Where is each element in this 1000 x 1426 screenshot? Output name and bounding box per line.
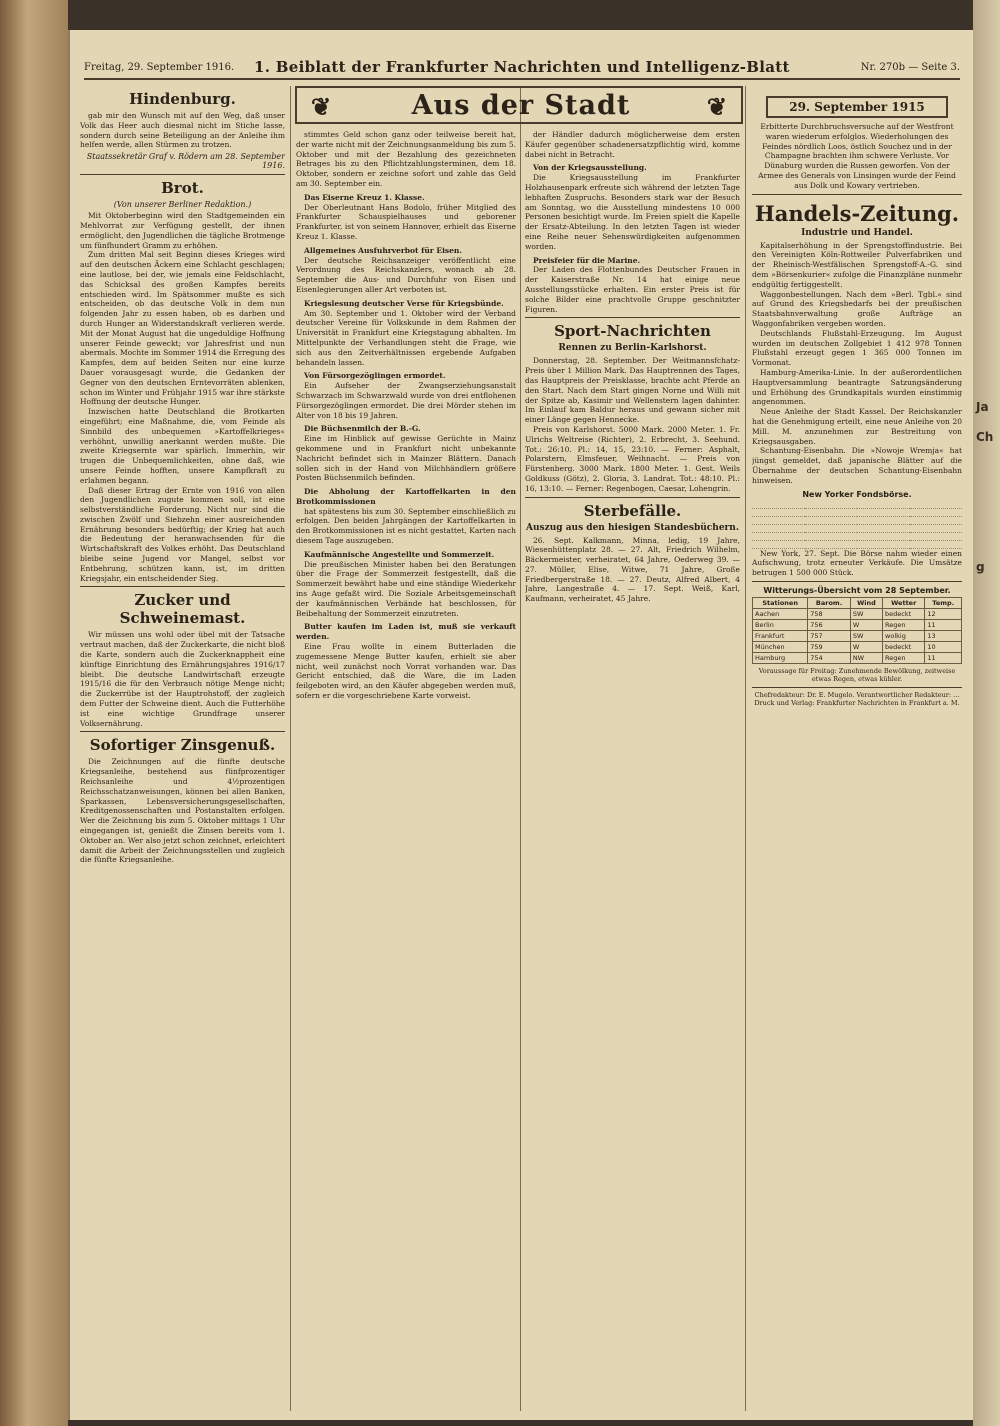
article-heading: Rennen zu Berlin-Karlshorst.	[558, 343, 707, 354]
header-title: 1. Beiblatt der Frankfurter Nachrichten und Intelligenz-Blatt	[254, 58, 790, 76]
weather-cell: 757	[808, 630, 851, 641]
article-heading: Sofortiger Zinsgenuß.	[89, 736, 276, 755]
article-text: Daß dieser Ertrag der Ernte von 1916 von allen den Jugendlichen zugute kommen soll, ist eine selbstverständliche Forderung. Nicht nur sind die zwischen Zwölf und Siebzehn einer ausreichenden Ernährung besonders bedürftig; der Krieg hat auch die Bedeutung der heranwachsenden für die Wirtschaftskraft des Volkes erhöht. Das Deutschland bleibe seine Jugend vor Mangel, selbst vor Entbehrung, schützen kann, ist, im dritten Kriegsjahr, ein entscheidender Sieg.	[80, 485, 285, 583]
death-notices: 26. Sept. Kalkmann, Minna, ledig, 19 Jahre, Wiesenhüttenplatz 28. — 27. Alt, Friedrich Wilhelm, Bäckermeister, verheiratet, 64 Jahre, Oederweg 39. — 27. Müller, Elise, Witwe, 71 Jahre, Große Friedbergerstraße 18. — 27. Deutz, Alfred Albert, 4 Jahre, Langestraße 4. — 17. Sept. Weiß, Karl, Kaufmann, verheiratet, 45 Jahre.	[525, 535, 740, 604]
page-header	[84, 58, 960, 80]
weather-cell: bedeckt	[883, 641, 925, 652]
weather-cell: 12	[925, 608, 962, 619]
article-signature: Staatssekretär Graf v. Rödern am 28. September 1916.	[86, 152, 285, 171]
article-text: Eine Frau wollte in einem Butterladen die zugemessene Menge Butter kaufen, erhielt sie aber nicht, weil zunächst noch Vorrat vorhanden war. Das Gericht entschied, daß die Ware, die im Laden feilgeboten wird, an den Käufer abgegeben werden muß, sofern er die vorgeschriebene Karte vorweist.	[296, 642, 516, 701]
weather-column-header: Wind	[850, 597, 882, 608]
anniversary-box-title: 29. September 1915	[766, 96, 948, 118]
item-heading: Von der Kriegsausstellung.	[533, 163, 647, 173]
weather-cell: Aachen	[753, 608, 808, 619]
ornament-icon: ❦	[706, 92, 727, 121]
section-heading: Handels-Zeitung.	[754, 200, 960, 226]
item-heading: Allgemeines Ausfuhrverbot für Eisen.	[304, 245, 462, 255]
article-text: Eine im Hinblick auf gewisse Gerüchte in Mainz gekommene und in Frankfurt nicht unbekannte Nachricht befindet sich in Mainzer Blättern. Danach sollen sich in der Hand von Milchhändlern größere Posten Büchsenmilch befinden.	[296, 434, 516, 483]
weather-cell: Frankfurt	[753, 630, 808, 641]
weather-cell: 759	[808, 641, 851, 652]
article-text: gab mir den Wunsch mit auf den Weg, daß unser Volk das Heer auch diesmal nicht im Stiche lasse, sondern durch seine Beteiligung an der Anleihe ihm helfen werde, allen Stürmen zu trotzen.	[80, 111, 285, 150]
table-row	[753, 619, 962, 630]
weather-cell: Hamburg	[753, 652, 808, 663]
weather-cell: Berlin	[753, 619, 808, 630]
book-binding	[0, 0, 68, 1426]
weather-cell: SW	[850, 608, 882, 619]
column-rule	[745, 86, 746, 1411]
table-title: Witterungs-Übersicht vom 28 September.	[763, 585, 951, 595]
weather-cell: 10	[925, 641, 962, 652]
anniversary-text: Erbitterte Durchbruchsversuche auf der Westfront waren wiederum erfolglos. Wiederholungen des Feindes nördlich Loos, östlich Souchez und in der Champagne brachten ihm schwere Verluste. Vor Dünaburg wurden die Russen geworfen. Von der Armee des Generals von Linsingen wurde der Feind aus Dolk und Kowary vertrieben.	[758, 122, 956, 190]
item-heading: Die Abholung der Kartoffelkarten in den Brotkommissionen	[296, 487, 516, 506]
item-heading: Preisfeier für die Marine.	[533, 255, 641, 265]
edge-fragment: Ja	[976, 400, 989, 414]
divider	[525, 317, 740, 318]
article-text: Die Kriegsausstellung im Frankfurter Holzhausenpark erfreute sich während der letzten Tage lebhaften Zuspruchs. Besonders stark war der Besuch am Sonntag, wo die Ausstellung mindestens 10 000 Personen besichtigt wurde. Im Freien spielt die Kapelle der Ersatz-Abteilung. In den letzten Tagen ist wieder eine Reihe neuer Sehenswürdigkeiten aufgenommen worden.	[525, 173, 740, 251]
article-text: New York, 27. Sept. Die Börse nahm wieder einen Aufschwung, trotz erneuter Verkäufe. Die Umsätze betrugen 1 500 000 Stück.	[752, 548, 962, 578]
article-text: Schantung-Eisenbahn. Die »Nowoje Wremja« hat jüngst gemeldet, daß japanische Blätter auf die Übernahme der deutschen Schantung-Eisenbahn hinweisen.	[752, 446, 962, 485]
weather-column-header: Wetter	[883, 597, 925, 608]
table-row	[753, 641, 962, 652]
article-text: Am 30. September und 1. Oktober wird der Verband deutscher Vereine für Volkskunde in dem Rahmen der Universität in Frankfurt eine Kriegstagung abhalten. Im Mittelpunkte der Verhandlungen steht die Frage, wie sich aus den Zeitverhältnissen ergebende Aufgaben behandeln lassen.	[296, 308, 516, 367]
item-heading: Kaufmännische Angestellte und Sommerzeit.	[304, 549, 495, 559]
article-text: Zum dritten Mal seit Beginn dieses Krieges wird auf den deutschen Äckern eine Schlacht geschlagen; eine lautlose, bei der, wie jemals eine Feldschlacht, das Schicksal des großen Kampfes bereits entschieden wird. Im Spätsommer mußte es sich entscheiden, ob das deutsche Volk in dem nun folgenden Jahr zu essen haben, ob es darben und durch Hunger an Widerstandskraft verlieren werde. Mit der Monat August hat die ungeduldige Hoffnung unserer Feinde geweckt; vor Jahresfrist und nun abermals. Mochte im Sommer 1914 die Erregung des Kampfes, dem auf beiden Seiten nur eine kurze Dauer vorausgesagt wurde, die Gedanken der Gegner von den deutschen Erntevorräten ablenken, schon im Winter und Frühjahr 1915 war ihre stärkste Hoffnung der deutsche Hunger.	[80, 250, 285, 407]
article-text: Hamburg-Amerika-Linie. In der außerordentlichen Hauptversammlung beantragte Satzungsänderung und Erhöhung des Grundkapitals wurden einstimmig angenommen.	[752, 367, 962, 407]
item-heading: Von Fürsorgezöglingen ermordet.	[304, 371, 446, 381]
divider	[525, 497, 740, 498]
impressum: Chefredakteur: Dr. E. Mugelo. Verantwortlicher Redakteur: ... Druck und Verlag: Frankfurter Nachrichten in Frankfurt a. M.	[754, 690, 960, 708]
divider	[752, 581, 962, 582]
article-text: stimmtes Geld schon ganz oder teilweise bereit hat, der warte nicht mit der Zeichnungsanmeldung bis zum 5. Oktober und mit der Bezahlung des gezeichneten Betrages bis zu den Pflichtzahlungsterminen, dem 18. Oktober, sondern er zeichne sofort und zahle das Geld am 30. September ein.	[296, 130, 516, 188]
table-row	[753, 608, 962, 619]
column-4	[752, 96, 962, 1411]
article-text: Kapitalserhöhung in der Sprengstoffindustrie. Bei den Vereinigten Köln-Rottweiler Pulverfabriken und der Rheinisch-Westfälischen Sprengstoff-A.-G. sind dem »Börsenkurier« zufolge die Finanzpläne nunmehr endgültig fertiggestellt.	[752, 240, 962, 289]
article-text: hat spätestens bis zum 30. September einschließlich zu erfolgen. Den beiden Jahrgängen der Kartoffelkarten in den Brotkommissionen ist es nicht gestattet, Karten nach diesem Tage auszugeben.	[296, 506, 516, 546]
weather-table	[752, 597, 962, 664]
article-text: Der Laden des Flottenbundes Deutscher Frauen in der Kaiserstraße Nr. 14 hat einige neue Ausstellungsstücke erhalten. Ein erster Preis ist für solche Bilder eine prachtvolle Gruppe geschnitzter Figuren.	[525, 265, 740, 314]
header-date: Freitag, 29. September 1916.	[84, 62, 235, 73]
column-rule	[520, 86, 521, 1411]
article-text: Die preußischen Minister haben bei den Beratungen über die Frage der Sommerzeit festgestellt, daß die Sommerzeit bewährt habe und eine ständige Wiederkehr ins Auge gefaßt wird. Die Soziale Arbeitsgemeinschaft der kaufmännischen Verbände hat beschlossen, für Beibehaltung der Sommerzeit einzutreten.	[296, 559, 516, 618]
header-issue: Nr. 270b — Seite 3.	[860, 62, 960, 73]
weather-cell: Regen	[883, 652, 925, 663]
article-text: Ein Aufseher der Zwangserziehungsanstalt Schwarzach im Schwarzwald wurde von drei entflohenen Fürsorgezöglingen ermordet. Die drei Mörder stehen im Alter von 18 bis 19 Jahren.	[296, 381, 516, 420]
weather-cell: 758	[808, 608, 851, 619]
article-byline: (Von unserer Berliner Redaktion.)	[113, 200, 252, 210]
article-heading: Hindenburg.	[129, 90, 236, 108]
table-row	[753, 630, 962, 641]
item-heading: Kriegslesung deutscher Verse für Kriegsbünde.	[304, 298, 504, 308]
weather-cell: München	[753, 641, 808, 652]
weather-column-header: Stationen	[753, 597, 808, 608]
race-results: Preis von Karlshorst. 5000 Mark. 2000 Meter. 1. Fr. Ulrichs Weltreise (Richter), 2. Erbrecht, 3. Seehund. Tot.: 26:10. Pl.: 14, 15, 23:10. — Ferner: Asphalt, Polarstern, Elmsfeuer, Weihnacht. — Preis von Fürstenberg. 3000 Mark. 1800 Meter. 1. Gest. Weils Goldkuss (Götz), 2. Gloria, 3. Landrat. Tot.: 48:10. Pl.: 16, 13:10. — Ferner: Regenbogen, Caesar, Lohengrin.	[525, 424, 740, 493]
weather-cell: W	[850, 619, 882, 630]
divider	[752, 194, 962, 195]
divider	[752, 687, 962, 688]
weather-cell: NW	[850, 652, 882, 663]
article-text: Die Zeichnungen auf die fünfte deutsche Kriegsanleihe, bestehend aus fünfprozentiger Reichsanleihe und 4½prozentigen Reichsschatzanweisungen, können bei allen Banken, Sparkassen, Lebensversicherungsgesellschaften, Kreditgenossenschaften und Postanstalten erfolgen. Wer die Zeichnung bis zum 5. Oktober mittags 1 Uhr eingegangen ist, genießt die Zinsen bereits vom 1. Oktober an. Wer also jetzt schon zeichnet, erleichtert damit die Arbeit der Zeichnungsstellen und zugleich die fünfte Kriegsanleihe.	[80, 757, 285, 865]
weather-cell: wolkig	[883, 630, 925, 641]
item-heading: Butter kaufen im Laden ist, muß sie verkauft werden.	[296, 622, 516, 642]
article-heading: Zucker und Schweinemast.	[119, 591, 246, 628]
divider	[80, 731, 285, 732]
weather-cell: 756	[808, 619, 851, 630]
next-page-edge	[973, 0, 1000, 1426]
weather-cell: 11	[925, 619, 962, 630]
article-text: der Händler dadurch möglicherweise dem ersten Käufer gegenüber schadenersatzpflichtig wird, komme dabei nicht in Betracht.	[525, 130, 740, 159]
stock-table	[752, 501, 962, 549]
article-text: Neue Anleihe der Stadt Kassel. Der Reichskanzler hat die Genehmigung erteilt, eine neue Anleihe von 20 Mill. M. anzunehmen zur Bestreitung von Kriegsausgaben.	[752, 407, 962, 446]
article-text: Donnerstag, 28. September. Der Weitmannsfchatz-Preis über 1 Million Mark. Das Hauptrennen des Tages, das Hauptpreis der Preisklasse, brachte acht Pferde an den Start. Nach dem Start gingen Norne und Willi mit der Spitze ab, Kasimir und Wellenstern lagen dahinter. Im Einlauf kam Baldur heraus und gewann sicher mit einer Länge gegen Hennecke.	[525, 356, 740, 425]
weather-cell: Regen	[883, 619, 925, 630]
article-heading: Brot.	[161, 179, 204, 198]
weather-forecast: Voraussage für Freitag: Zunehmende Bewölkung, zeitweise etwas Regen, etwas kühler.	[758, 666, 956, 684]
weather-cell: bedeckt	[883, 608, 925, 619]
article-text: Inzwischen hatte Deutschland die Brotkarten eingeführt; eine Maßnahme, die, vom Feinde als Sinnbild des unbequemen »Kartoffelkrieges« verhöhnt, unwillig anerkannt werden mußte. Die zweite Kriegsernte war spärlich. Immerhin, wir trugen die Unbequemlichkeiten, ohne daß, wie unsere Feinde hofften, unsere Kampfkraft zu erlahmen begann.	[80, 407, 285, 485]
table-row	[753, 652, 962, 663]
weather-cell: 13	[925, 630, 962, 641]
column-1	[80, 86, 285, 1411]
item-heading: Die Büchsenmilch der B.-G.	[304, 424, 421, 434]
weather-cell: SW	[850, 630, 882, 641]
weather-cell: W	[850, 641, 882, 652]
article-text: Der Oberleutnant Hans Bodolo, früher Mitglied des Frankfurter Schauspielhauses und geborener Frankfurter, ist von seinem Hannover, erhielt das Eiserne Kreuz 1. Klasse.	[296, 202, 516, 241]
edge-fragment: Ch	[976, 430, 994, 444]
edge-fragment: g	[976, 560, 985, 574]
article-text: Der deutsche Reichsanzeiger veröffentlicht eine Verordnung des Reichskanzlers, wonach ab 28. September die Aus- und Durchfuhr von Eisen und Eisenlegierungen aller Art verboten ist.	[296, 255, 516, 294]
weather-cell: 11	[925, 652, 962, 663]
table-title: New Yorker Fondsbörse.	[802, 489, 912, 499]
section-masthead	[295, 86, 743, 124]
ornament-icon: ❦	[311, 92, 332, 121]
divider	[80, 586, 285, 587]
weather-column-header: Barom.	[808, 597, 851, 608]
column-rule	[290, 86, 291, 1411]
section-subheading: Auszug aus den hiesigen Standesbüchern.	[526, 522, 739, 533]
divider	[80, 174, 285, 175]
weather-column-header: Temp.	[925, 597, 962, 608]
article-text: Mit Oktoberbeginn wird den Stadtgemeinden ein Mehlvorrat zur Verfügung gestellt, der ihnen ermöglicht, den Jugendlichen die tägliche Brotmenge um fünfhundert Gramm zu erhöhen.	[80, 211, 285, 250]
column-3	[525, 130, 740, 1410]
article-text: Waggonbestellungen. Nach dem »Berl. Tgbl.« sind auf Grund des Kriegsbedarfs bei der preußischen Staatsbahnverwaltung große Aufträge an Waggonfabriken vergeben worden.	[752, 289, 962, 328]
section-heading: Sport-Nachrichten	[554, 322, 711, 341]
item-heading: Das Eiserne Kreuz 1. Klasse.	[304, 192, 425, 202]
weather-cell: 754	[808, 652, 851, 663]
article-text: Wir müssen uns wohl oder übel mit der Tatsache vertraut machen, daß der Zuckerkarte, die nicht bloß die Karte, sondern auch die Zuckerknappheit eine künftige Einrichtung des Ernährungsjahres 1916/17 bleibt. Die deutsche Landwirtschaft erzeugte 1915/16 die für den Verbrauch nötige Menge nicht; die Zuckerrübe ist der Hauptrohstoff, der zugleich dem Futter der Schweine dient. Auch die Futterhöhe ist eine wichtige Grundfrage unserer Volksernährung.	[80, 630, 285, 728]
section-heading: Sterbefälle.	[583, 501, 682, 520]
section-subheading: Industrie und Handel.	[801, 227, 913, 238]
column-2	[296, 130, 516, 1410]
section-title: Aus der Stadt	[411, 90, 631, 121]
article-text: Deutschlands Flußstahl-Erzeugung. Im August wurden im deutschen Zollgebiet 1 412 978 Tonnen Flußstahl erzeugt gegen 1 365 000 Tonnen im Vormonat.	[752, 328, 962, 368]
